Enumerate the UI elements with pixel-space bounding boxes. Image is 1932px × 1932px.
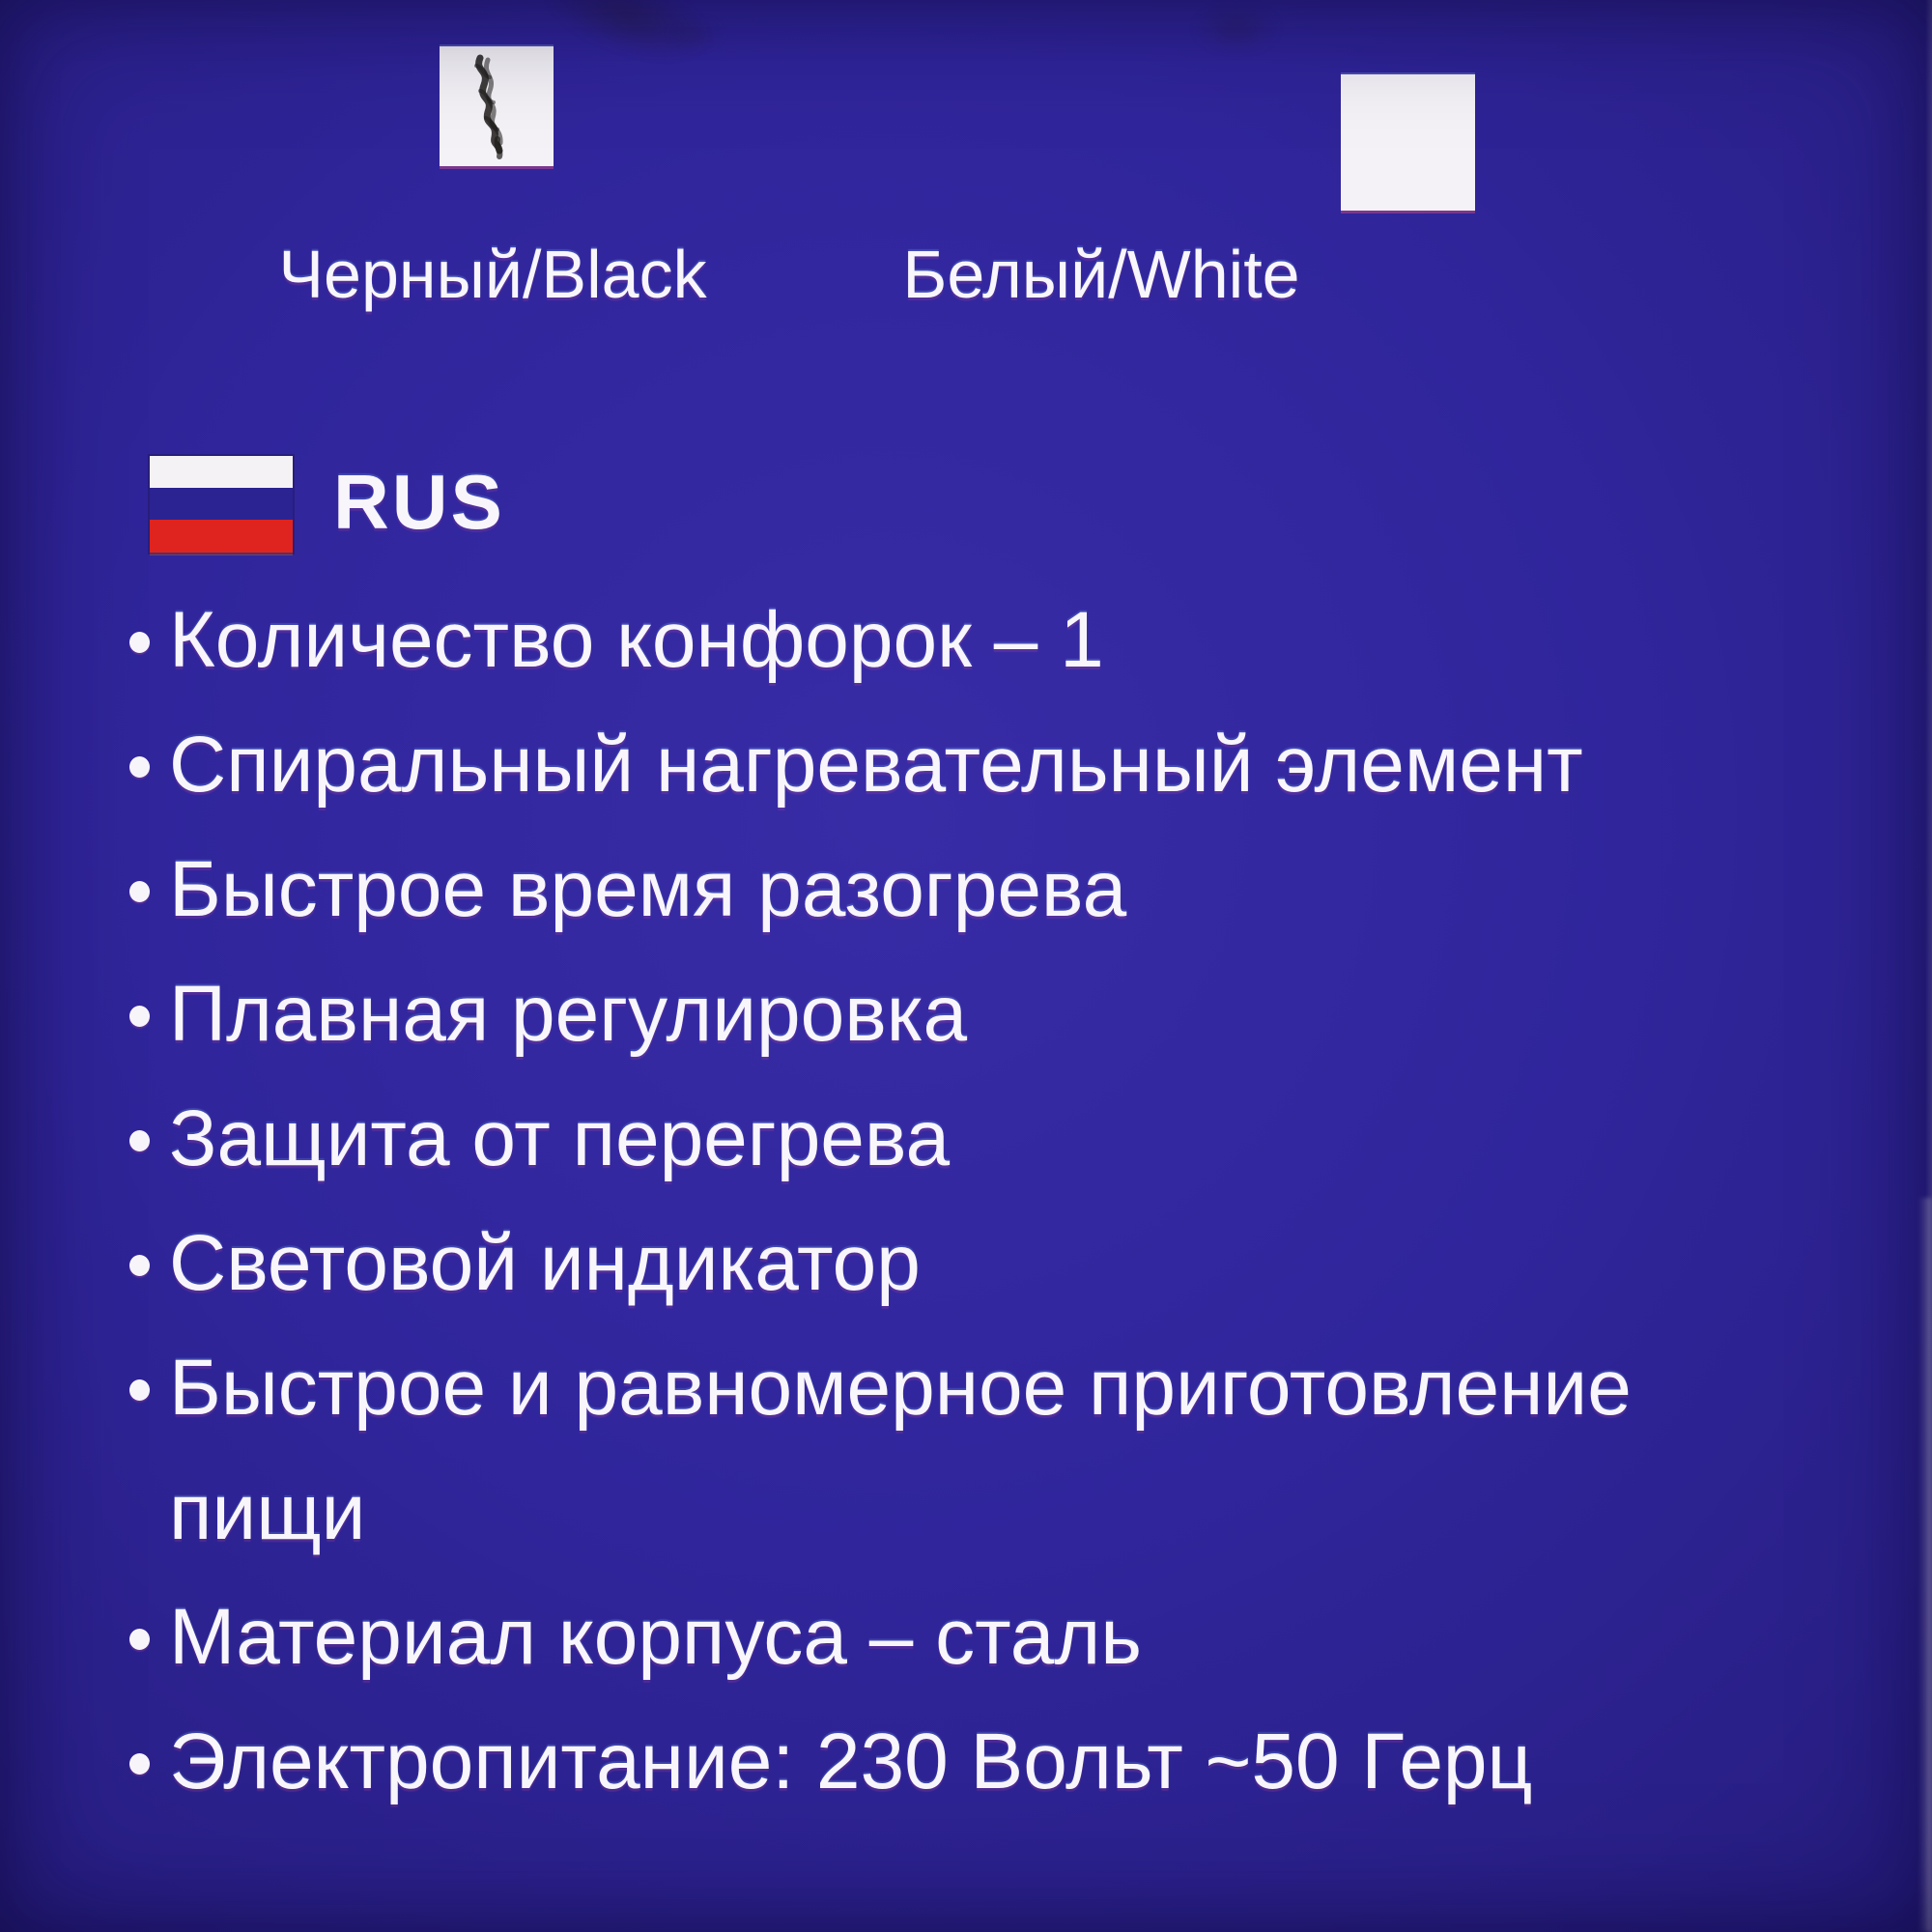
- color-swatch-white: [1341, 74, 1475, 211]
- flag-stripe-white: [150, 456, 293, 489]
- feature-text: Количество конфорок – 1: [169, 596, 1104, 684]
- smudge-mark: [1193, 2, 1280, 54]
- feature-item: [124, 1699, 1669, 1824]
- swatch-label-white: Белый/White: [902, 237, 1300, 312]
- bullet-icon: [124, 578, 169, 702]
- language-code: RUS: [333, 459, 505, 545]
- flag-stripe-blue: [150, 488, 293, 521]
- bullet-icon: [124, 1076, 169, 1201]
- color-swatch-black: [440, 46, 554, 166]
- feature-item: [124, 952, 1669, 1076]
- bullet-icon: [124, 1325, 169, 1450]
- panel-edge-highlight: [1925, 0, 1932, 1932]
- feature-item: [124, 702, 1669, 827]
- feature-text: Материал корпуса – сталь: [169, 1593, 1142, 1681]
- russia-flag-icon: [150, 456, 293, 553]
- bullet-icon: [124, 952, 169, 1076]
- smudge-mark: [667, 17, 724, 50]
- pencil-check-scribble: [440, 46, 554, 166]
- feature-item: [124, 578, 1669, 702]
- feature-text: Защита от перегрева: [169, 1094, 951, 1182]
- feature-item: [124, 1201, 1669, 1325]
- bullet-icon: [124, 827, 169, 952]
- feature-text: Световой индикатор: [169, 1219, 921, 1307]
- swatch-label-black: Черный/Black: [278, 237, 707, 312]
- feature-item: [124, 1076, 1669, 1201]
- bullet-icon: [124, 702, 169, 827]
- feature-text: Быстрое и равномерное приготовление пищи: [169, 1344, 1632, 1556]
- feature-item: [124, 1325, 1669, 1575]
- flag-stripe-red: [150, 520, 293, 553]
- feature-text: Спиральный нагревательный элемент: [169, 721, 1583, 809]
- features-list: [124, 578, 1669, 1824]
- feature-text: Быстрое время разогрева: [169, 845, 1127, 933]
- feature-text: Плавная регулировка: [169, 970, 968, 1058]
- feature-item: [124, 1575, 1669, 1699]
- feature-text: Электропитание: 230 Вольт ~50 Герц: [169, 1718, 1533, 1805]
- bullet-icon: [124, 1201, 169, 1325]
- bullet-icon: [124, 1699, 169, 1824]
- bullet-icon: [124, 1575, 169, 1699]
- feature-item: [124, 827, 1669, 952]
